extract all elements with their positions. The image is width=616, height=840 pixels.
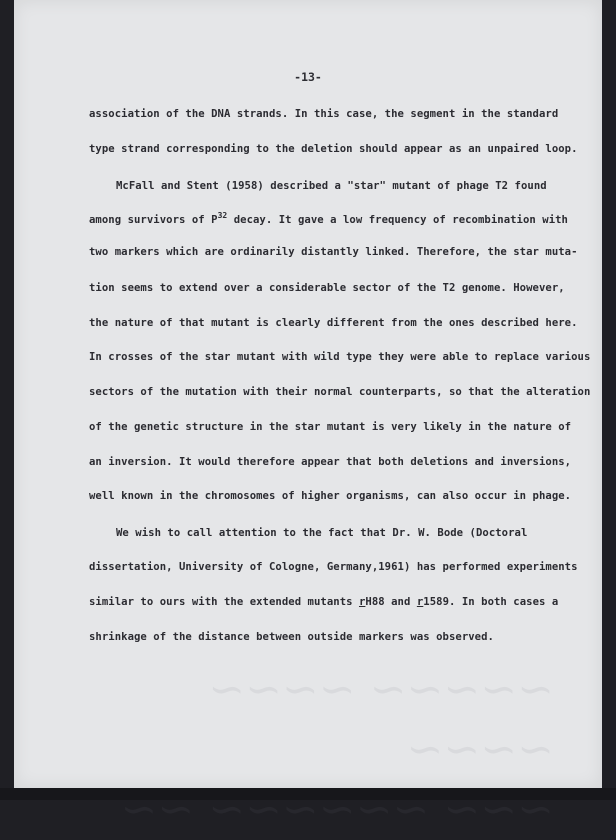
document-page xyxy=(14,0,602,835)
underlined-gene: r xyxy=(416,596,424,608)
text-line: well known in the chromosomes of higher organisms, can also occur in phage. xyxy=(89,490,572,502)
text-line xyxy=(89,211,568,226)
text-line: shrinkage of the distance between outside markers was observed. xyxy=(89,631,494,643)
text-line: sectors of the mutation with their normal counterparts, so that the alteration xyxy=(89,386,591,398)
text-segment: 1589. In both cases a xyxy=(423,596,559,608)
text-line xyxy=(89,596,558,608)
text-segment: H88 and xyxy=(365,596,417,608)
text-line: an inversion. It would therefore appear that both deletions and inversions, xyxy=(89,456,572,468)
text-line: association of the DNA strands. In this case, the segment in the standard xyxy=(89,108,559,120)
text-line: McFall and Stent (1958) described a "star" mutant of phage T2 found xyxy=(116,180,547,192)
text-line: of the genetic structure in the star mutant is very likely in the nature of xyxy=(89,421,572,433)
scan-border xyxy=(0,788,616,800)
bleed-through-texture: ~~~~~ ~~~~ ~~~~ ~~~ ~~~~~~ ~~ xyxy=(120,664,554,835)
page-number: -13- xyxy=(294,70,322,84)
text-line: In crosses of the star mutant with wild type they were able to replace various xyxy=(89,351,591,363)
text-line: the nature of that mutant is clearly different from the ones described here. xyxy=(89,317,578,329)
text-line: dissertation, University of Cologne, Germany,1961) has performed experiments xyxy=(89,561,578,573)
text-line: tion seems to extend over a considerable sector of the T2 genome. However, xyxy=(89,282,565,294)
text-segment: similar to ours with the extended mutants xyxy=(89,596,359,608)
text-line: We wish to call attention to the fact that Dr. W. Bode (Doctoral xyxy=(116,527,528,539)
text-segment: among survivors of P xyxy=(89,214,218,226)
text-segment: decay. It gave a low frequency of recombination with xyxy=(227,214,568,226)
text-line: type strand corresponding to the deletion should appear as an unpaired loop. xyxy=(89,143,578,155)
underlined-gene: r xyxy=(358,596,366,608)
superscript: 32 xyxy=(217,211,228,220)
text-line: two markers which are ordinarily distantly linked. Therefore, the star muta- xyxy=(89,246,578,258)
